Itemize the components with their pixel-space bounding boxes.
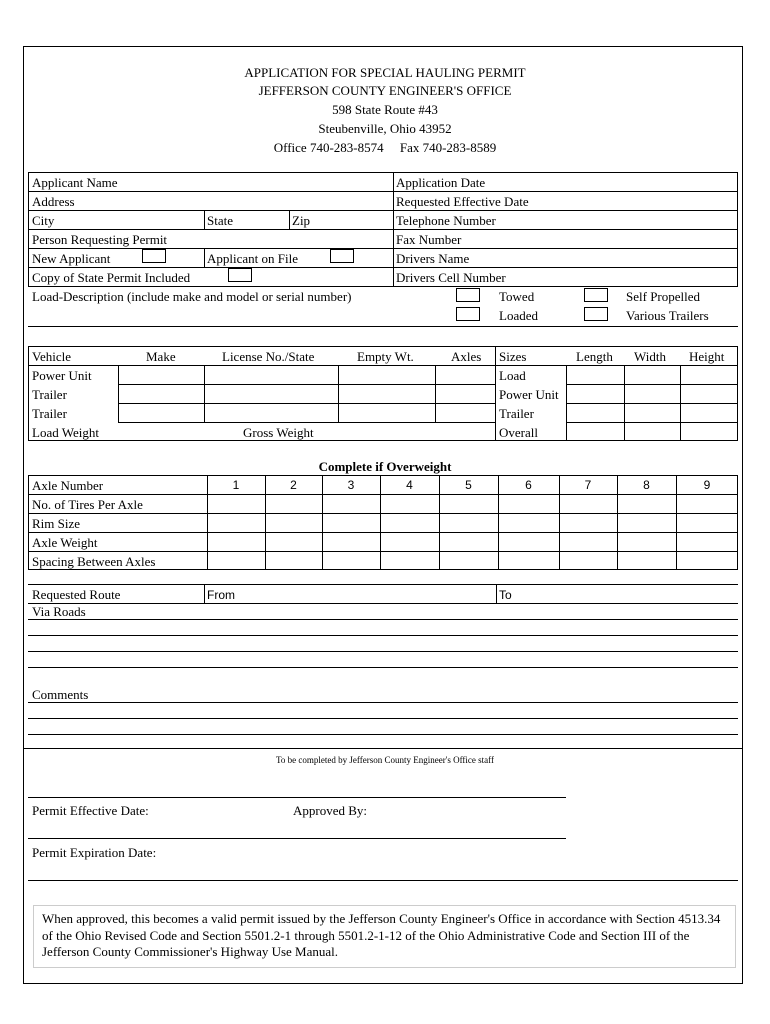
via-roads-line[interactable]	[28, 667, 738, 668]
col-line	[338, 365, 339, 422]
row-line	[566, 384, 738, 385]
axle-4: 4	[406, 478, 413, 492]
row-line	[28, 248, 738, 249]
col-line	[118, 365, 119, 422]
axle-5: 5	[465, 478, 472, 492]
col-line	[495, 346, 496, 441]
self-propelled-checkbox[interactable]	[584, 288, 608, 302]
state-divider	[289, 210, 290, 229]
col-vehicle: Vehicle	[32, 349, 71, 364]
axle-9: 9	[703, 478, 711, 492]
various-trailers-label: Various Trailers	[626, 308, 709, 323]
address-label[interactable]: Address	[32, 194, 75, 209]
applicant-name-label[interactable]: Applicant Name	[32, 175, 118, 190]
new-applicant-divider	[204, 248, 205, 267]
row-line	[118, 422, 495, 423]
load-description-line[interactable]	[28, 326, 738, 327]
row-line	[118, 384, 495, 385]
fax-label[interactable]: Fax Number	[396, 232, 462, 247]
axle-8: 8	[643, 478, 650, 492]
drivers-cell-label[interactable]: Drivers Cell Number	[396, 270, 506, 285]
copy-state-permit-checkbox[interactable]	[228, 268, 252, 282]
row-line	[28, 267, 738, 268]
row-line	[566, 403, 738, 404]
row-line	[28, 494, 738, 495]
load-description-label[interactable]: Load-Description (include make and model or serial number)	[32, 289, 352, 304]
col-line	[566, 365, 567, 441]
sizes-row-label: Overall	[499, 425, 538, 440]
office-phone-fax: Office 740-283-8574 Fax 740-283-8589	[273, 140, 497, 155]
axle-3: 3	[347, 478, 355, 492]
self-propelled-label: Self Propelled	[626, 289, 701, 304]
signature-line	[28, 797, 566, 798]
route-from-field[interactable]: From	[207, 588, 235, 602]
via-roads-line[interactable]	[28, 619, 738, 620]
sizes-row-label: Power Unit	[499, 387, 559, 402]
col-line	[204, 584, 205, 603]
drivers-name-label[interactable]: Drivers Name	[396, 251, 470, 266]
via-roads-label: Via Roads	[32, 604, 86, 619]
comments-line[interactable]	[28, 718, 738, 719]
axle-6: 6	[525, 478, 532, 492]
towed-checkbox[interactable]	[456, 288, 480, 302]
axle-number-label: Axle Number	[32, 478, 104, 493]
row-line	[28, 513, 738, 514]
axle-spacing-label: Spacing Between Axles	[32, 554, 156, 569]
row-line	[28, 365, 738, 366]
row-line	[28, 210, 738, 211]
comments-line[interactable]	[28, 702, 738, 703]
row-line	[118, 403, 495, 404]
sizes-row-label: Trailer	[499, 406, 534, 421]
row-line	[28, 551, 738, 552]
applicant-on-file-label: Applicant on File	[207, 251, 298, 266]
vehicle-row-label: Power Unit	[32, 368, 92, 383]
applicant-on-file-checkbox[interactable]	[330, 249, 354, 263]
person-requesting-label[interactable]: Person Requesting Permit	[32, 232, 168, 247]
comments-label: Comments	[32, 687, 89, 702]
via-roads-line[interactable]	[28, 635, 738, 636]
col-length: Length	[576, 349, 613, 364]
row-line	[566, 422, 738, 423]
col-sizes: Sizes	[499, 349, 527, 364]
various-trailers-checkbox[interactable]	[584, 307, 608, 321]
overweight-title: Complete if Overweight	[318, 459, 452, 474]
axle-1: 1	[232, 478, 240, 492]
city-divider	[204, 210, 205, 229]
telephone-label[interactable]: Telephone Number	[396, 213, 496, 228]
new-applicant-label: New Applicant	[32, 251, 111, 266]
staff-note: To be completed by Jefferson County Engineer's Office staff	[276, 755, 494, 765]
col-line	[624, 365, 625, 441]
axle-2: 2	[290, 478, 297, 492]
col-line	[680, 365, 681, 441]
sizes-row-label: Load	[499, 368, 526, 383]
signature-line	[28, 838, 566, 839]
col-width: Width	[634, 349, 666, 364]
staff-divider	[23, 748, 743, 749]
vehicle-row-label: Trailer	[32, 387, 67, 402]
office-street: 598 State Route #43	[332, 102, 438, 117]
col-line	[435, 365, 436, 422]
col-line	[496, 584, 497, 603]
route-bottom-line	[28, 603, 738, 604]
copy-state-permit-label: Copy of State Permit Included	[32, 270, 191, 285]
approved-by-label[interactable]: Approved By:	[293, 803, 368, 818]
row-line	[28, 229, 738, 230]
requested-route-label: Requested Route	[32, 587, 121, 602]
row-line	[28, 532, 738, 533]
legal-statement: When approved, this becomes a valid permit issued by the Jefferson County Engineer's Office in accordance with Section 4513.34 of the Ohio Revised Code and Section 5501.2-1 through 5501.2-1-12 of the Ohio Administrative Code and Section III of the Jefferson County Commissioner's Highway Use Manual.	[33, 905, 736, 968]
col-line	[204, 365, 205, 422]
col-empty-wt: Empty Wt.	[357, 349, 414, 364]
row-line	[28, 191, 738, 192]
state-label[interactable]: State	[207, 213, 233, 228]
new-applicant-checkbox[interactable]	[142, 249, 166, 263]
permit-expiration-date-label[interactable]: Permit Expiration Date:	[32, 845, 157, 860]
gross-weight-label[interactable]: Gross Weight	[243, 425, 314, 440]
towed-label: Towed	[499, 289, 535, 304]
loaded-checkbox[interactable]	[456, 307, 480, 321]
zip-label[interactable]: Zip	[292, 213, 311, 228]
comments-line[interactable]	[28, 734, 738, 735]
office-city: Steubenville, Ohio 43952	[318, 121, 452, 136]
route-top-line	[28, 584, 738, 585]
axle-weight-label: Axle Weight	[32, 535, 98, 550]
permit-effective-date-label[interactable]: Permit Effective Date:	[32, 803, 149, 818]
load-weight-label[interactable]: Load Weight	[32, 425, 99, 440]
expiration-line	[28, 880, 738, 881]
rim-size-label: Rim Size	[32, 516, 81, 531]
tires-per-axle-label: No. of Tires Per Axle	[32, 497, 143, 512]
col-license: License No./State	[222, 349, 315, 364]
route-to-field[interactable]: To	[499, 588, 512, 602]
col-make: Make	[146, 349, 176, 364]
via-roads-line[interactable]	[28, 651, 738, 652]
axle-7: 7	[584, 478, 592, 492]
requested-effective-date-label[interactable]: Requested Effective Date	[396, 194, 529, 209]
loaded-label: Loaded	[499, 308, 538, 323]
city-label[interactable]: City	[32, 213, 55, 228]
office-name: JEFFERSON COUNTY ENGINEER'S OFFICE	[258, 83, 512, 98]
col-height: Height	[689, 349, 725, 364]
vehicle-row-label: Trailer	[32, 406, 67, 421]
col-axles: Axles	[451, 349, 482, 364]
application-date-label[interactable]: Application Date	[396, 175, 486, 190]
form-title: APPLICATION FOR SPECIAL HAULING PERMIT	[244, 65, 526, 80]
